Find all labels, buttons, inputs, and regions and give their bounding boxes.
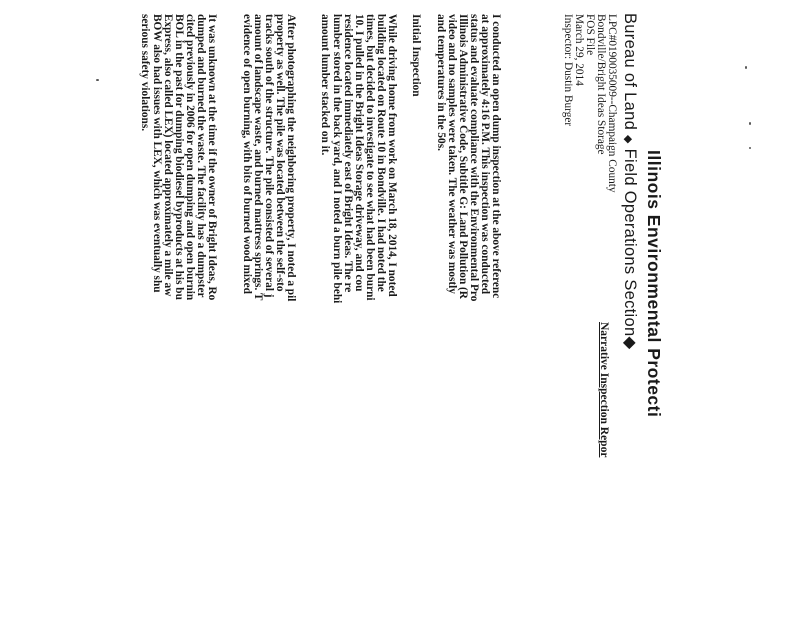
scan-speck (749, 122, 751, 125)
paragraph-line: Express, also called LEX) located approximately a mile aw (161, 14, 174, 297)
report-title: Narrative Inspection Repor (598, 322, 610, 458)
paragraph-line: BOL in the past for dumping biodiesel byproducts at his bu (172, 14, 185, 300)
bureau-line (620, 13, 640, 349)
paragraph-line: times, but decided to investigate to see what had been burni (363, 14, 376, 301)
paragraph-line: After photographing the neighboring property, I noted a pil (285, 14, 297, 302)
report-date: March 29, 2014 (573, 14, 585, 86)
bureau-name: Bureau of Land (621, 13, 639, 131)
rotated-document-page (92, 0, 672, 618)
inspector-name: Inspector: Dustin Burger (562, 14, 574, 127)
section-name: Field Operations Section◆ (621, 148, 639, 350)
diamond-separator-icon: ◆ (622, 134, 634, 144)
file-type: FOS File (584, 14, 596, 56)
paragraph-line: property as well. The pile was located between the self-sto (273, 14, 286, 292)
paragraph-line: Illinois Administrative Code, Subtitle G: Land Pollution (R (456, 14, 469, 299)
section-heading: Initial Inspection (410, 14, 422, 97)
paragraph-line: video and no samples were taken. The weather was mostly (445, 14, 458, 294)
paragraph-line: at approximately 4:16 P.M. This inspection was conducted (478, 14, 491, 295)
paragraph-line: dumped and burned the waste. The facility has a dumpster (194, 14, 207, 298)
scan-speck (749, 147, 751, 149)
paragraph-line: serious safety violations. (139, 14, 152, 132)
initial-paragraph (319, 14, 397, 303)
paragraph-line: tracks south of the structure. The pile consisted of several j (262, 14, 275, 298)
site-name: Bondville/Bright Ideas Storage (595, 14, 607, 155)
paragraph-line: residence located immediately east of Bright Ideas. The re (341, 14, 354, 293)
intro-paragraph (434, 14, 501, 301)
paragraph-line: cited previously in 2006 for open dumping and open burnin (183, 14, 196, 301)
scan-speck (745, 66, 747, 69)
paragraph-line: building located on Route 10 in Bondville. I had noted the (374, 14, 387, 292)
paragraph-line: amount of landscape waste, and burned mattress springs. T (251, 14, 264, 301)
paragraph-line: status and evaluate compliance with the Environmental Pro (467, 14, 480, 302)
after-paragraph (241, 14, 296, 301)
paragraph-line: lumber stored in the back yard, and I noted a burn pile behi (330, 14, 343, 304)
paragraph-line: While driving home from work on March 18, 2014, I noted (386, 14, 398, 297)
paragraph-line: 10. I pulled in the Bright Ideas Storage driveway, and cou (352, 14, 365, 292)
paragraph-line: BOW also had issues with LEX, which was eventually shu (150, 14, 163, 293)
paragraph-line: It was unknown at the time if the owner of Bright Ideas, Ro (206, 14, 218, 301)
paragraph-line: and temperatures in the 50s. (434, 14, 447, 151)
lpc-number: LPC#0190035009--Champaign County (606, 14, 618, 193)
paragraph-line: amount lumber stacked on it. (319, 14, 332, 156)
report-metadata (562, 14, 617, 193)
paragraph-line: evidence of open burning, with bits of burned wood mixed (240, 14, 253, 294)
unknown-paragraph (139, 14, 217, 300)
agency-title: Illinois Environmental Protecti (644, 150, 664, 418)
paragraph-line: I conducted an open dump inspection at the above referenc (490, 14, 502, 299)
